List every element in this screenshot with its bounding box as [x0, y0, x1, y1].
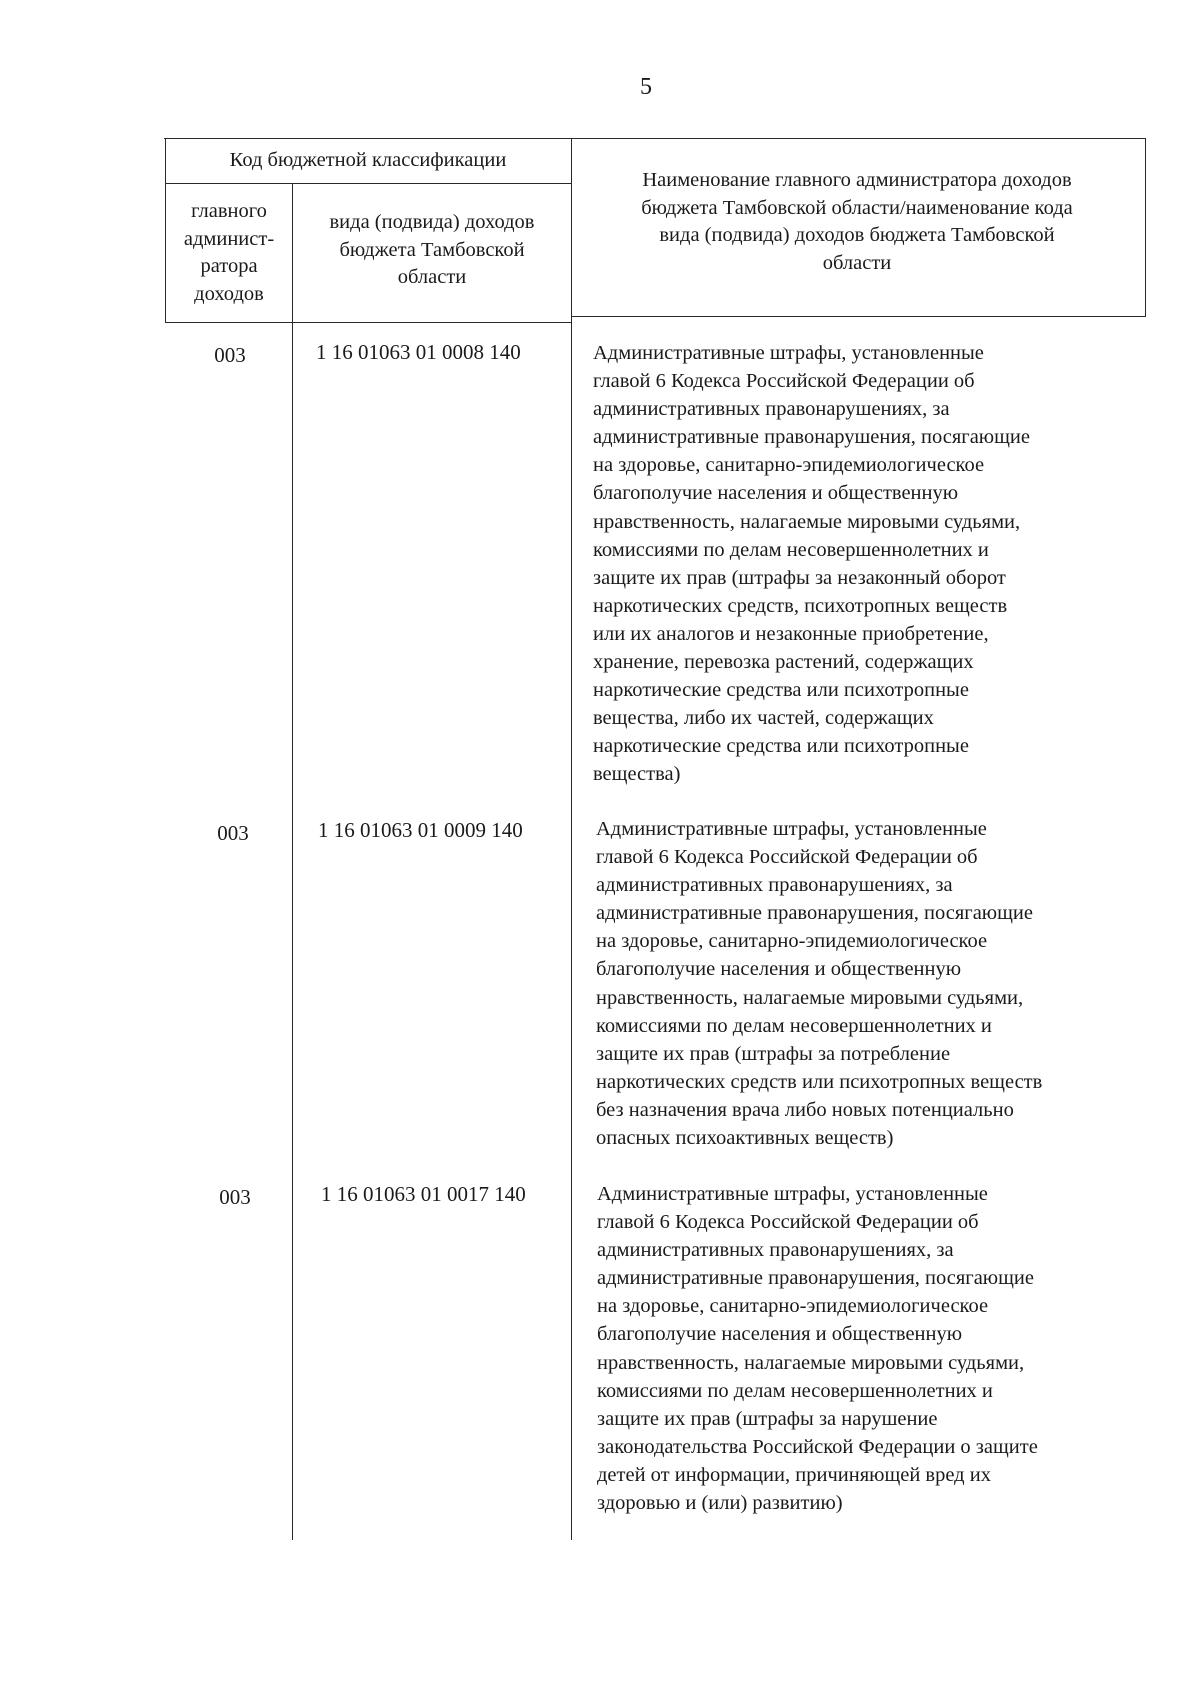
description-line: на здоровье, санитарно-эпидемиологическое — [596, 930, 988, 953]
description-line: законодательства Российской Федерации о защите — [597, 1435, 1038, 1458]
description-line: без назначения врача либо новых потенциально — [596, 1098, 1014, 1121]
description-line: на здоровье, санитарно-эпидемиологическое — [597, 1295, 989, 1318]
description-line: вещества, либо их частей, содержащих — [593, 707, 934, 730]
header-name-line: области — [822, 251, 892, 274]
description-line: административные правонарушения, посягающие — [596, 902, 1033, 925]
description-line: на здоровье, санитарно-эпидемиологическое — [593, 454, 985, 477]
header-group-title: Код бюджетной классификации — [229, 149, 507, 171]
description-line: административные правонарушения, посягающие — [593, 426, 1030, 449]
header-name-column — [572, 167, 1142, 277]
description-line: комиссиями по делам несовершеннолетних и — [593, 538, 989, 561]
description-line: административных правонарушениях, за — [596, 874, 953, 897]
column-divider-2 — [571, 138, 572, 1540]
description-line: наркотических средств или психотропных веществ — [596, 1070, 1043, 1093]
header-admin-line: доходов — [194, 282, 264, 305]
row-description — [593, 339, 1030, 789]
description-line: благополучие населения и общественную — [597, 1323, 963, 1346]
header-name-line: Наименование главного администратора доходов — [642, 169, 1072, 191]
table-top-border — [164, 138, 1146, 139]
description-line: благополучие населения и общественную — [593, 482, 959, 505]
description-line: Административные штрафы, установленные — [596, 818, 987, 840]
description-line: здоровью и (или) развитию) — [597, 1492, 843, 1515]
header-admin-column — [166, 198, 292, 308]
header-code-line: бюджета Тамбовской — [339, 238, 525, 261]
header-name-line: вида (подвида) доходов бюджета Тамбовской — [659, 224, 1055, 247]
row-description — [597, 1180, 1038, 1517]
header-code-line: вида (подвида) доходов — [329, 211, 535, 233]
row-budget-code: 1 16 01063 01 0009 140 — [318, 818, 523, 842]
description-line: опасных психоактивных веществ) — [596, 1127, 894, 1150]
header-bottom-border — [166, 322, 572, 323]
description-line: защите их прав (штрафы за потребление — [596, 1042, 951, 1065]
description-line: защите их прав (штрафы за нарушение — [597, 1407, 938, 1430]
description-line: главой 6 Кодекса Российской Федерации об — [593, 370, 975, 393]
header-code-column — [294, 209, 570, 292]
description-line: наркотические средства или психотропные — [593, 679, 969, 702]
description-line: административных правонарушениях, за — [593, 398, 950, 421]
header-right-border — [1145, 138, 1146, 317]
header-admin-line: ратора — [200, 255, 258, 278]
description-line: вещества) — [593, 763, 681, 786]
description-line: нравственность, налагаемые мировыми судьями, — [593, 510, 1021, 533]
description-line: нравственность, налагаемые мировыми судьями, — [597, 1351, 1025, 1374]
description-line: комиссиями по делам несовершеннолетних и — [597, 1379, 993, 1402]
group-title-divider — [166, 183, 572, 184]
row-budget-code: 1 16 01063 01 0017 140 — [321, 1182, 526, 1206]
row-admin-code: 003 — [217, 821, 249, 845]
description-line: административных правонарушениях, за — [597, 1239, 954, 1262]
header-code-line: области — [397, 266, 467, 289]
row-admin-code: 003 — [219, 1185, 251, 1209]
description-line: хранение, перевозка растений, содержащих — [593, 651, 974, 674]
description-line: защите их прав (штрафы за незаконный оборот — [593, 566, 1006, 589]
description-line: благополучие населения и общественную — [596, 958, 962, 981]
header-admin-line: админист- — [183, 227, 275, 250]
description-line: комиссиями по делам несовершеннолетних и — [596, 1014, 992, 1037]
description-line: нравственность, налагаемые мировыми судьями, — [596, 986, 1024, 1009]
column-divider-1 — [292, 183, 293, 1540]
header-bottom-border-right — [572, 316, 1146, 317]
header-admin-line: главного — [191, 200, 267, 222]
row-admin-code: 003 — [214, 343, 246, 367]
description-line: главой 6 Кодекса Российской Федерации об — [596, 846, 978, 869]
row-budget-code: 1 16 01063 01 0008 140 — [316, 340, 521, 364]
description-line: или их аналогов и незаконные приобретение, — [593, 622, 989, 645]
page-number: 5 — [640, 74, 652, 100]
description-line: детей от информации, причиняющей вред их — [597, 1463, 991, 1486]
header-name-line: бюджета Тамбовской области/наименование кода — [641, 196, 1073, 219]
description-line: Административные штрафы, установленные — [593, 342, 984, 364]
description-line: главой 6 Кодекса Российской Федерации об — [597, 1211, 979, 1234]
row-description — [596, 815, 1042, 1152]
description-line: административные правонарушения, посягающие — [597, 1267, 1034, 1290]
description-line: наркотических средств, психотропных веществ — [593, 594, 1008, 617]
description-line: Административные штрафы, установленные — [597, 1183, 988, 1205]
description-line: наркотические средства или психотропные — [593, 735, 969, 758]
